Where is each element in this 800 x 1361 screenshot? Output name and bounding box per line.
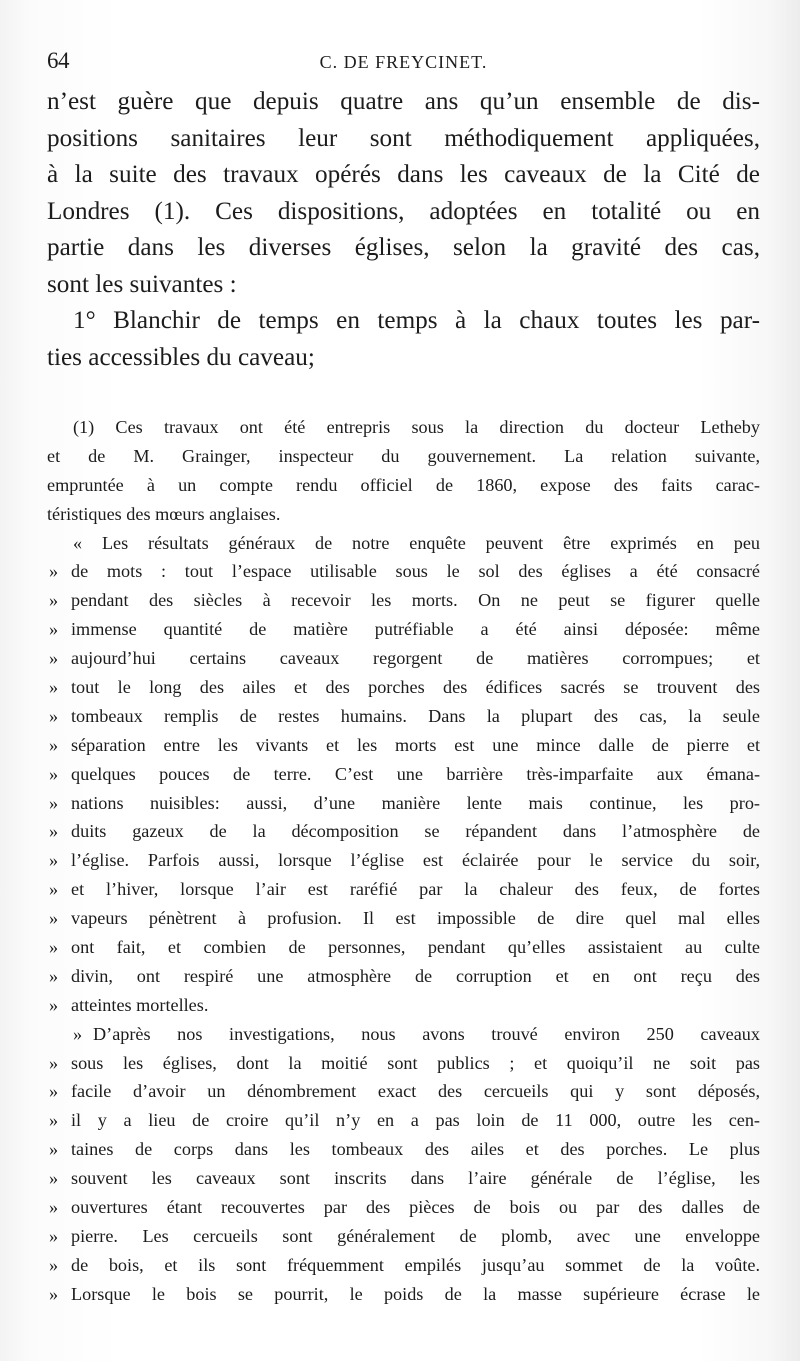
- quote-mark: »: [49, 1139, 59, 1160]
- quote-mark: »: [49, 648, 59, 669]
- quote-mark: »: [49, 677, 59, 698]
- quote-line: » tout le long des ailes et des porches des édifices sacrés se trouvent des: [47, 673, 760, 702]
- quote-mark: »: [49, 561, 59, 582]
- page-number: 64: [47, 48, 69, 73]
- quote-mark: »: [49, 1168, 59, 1189]
- quote-line: » duits gazeux de la décomposition se répandent dans l’atmosphère de: [47, 817, 760, 846]
- quote-line: » il y a lieu de croire qu’il n’y en a pas loin de 11 000, outre les cen-: [47, 1106, 760, 1135]
- quote-line: » et l’hiver, lorsque l’air est raréfié par la chaleur des feux, de fortes: [47, 875, 760, 904]
- quote-line: » nations nuisibles: aussi, d’une manière lente mais continue, les pro-: [47, 789, 760, 818]
- quote-line: » pendant des siècles à recevoir les morts. On ne peut se figurer quelle: [47, 586, 760, 615]
- footnote-line: (1) Ces travaux ont été entrepris sous la direction du docteur Letheby: [73, 417, 760, 437]
- quote-line: » séparation entre les vivants et les morts est une mince dalle de pierre et: [47, 731, 760, 760]
- quote-line: » l’église. Parfois aussi, lorsque l’église est éclairée pour le service du soir,: [47, 846, 760, 875]
- quote-line: » divin, ont respiré une atmosphère de corruption et en ont reçu des: [47, 962, 760, 991]
- footnote-line: et de M. Grainger, inspecteur du gouvernement. La relation suivante,: [47, 445, 760, 466]
- quote-line: » vapeurs pénètrent à profusion. Il est impossible de dire quel mal elles: [47, 904, 760, 933]
- body-line: Londres (1). Ces dispositions, adoptées en totalité ou en: [47, 197, 760, 225]
- quote-mark: »: [49, 850, 59, 871]
- quote-mark: »: [49, 937, 59, 958]
- quote-line: » aujourd’hui certains caveaux regorgent de matières corrompues; et: [47, 644, 760, 673]
- footnote-line: téristiques des mœurs anglaises.: [47, 503, 281, 524]
- quote-line: » taines de corps dans les tombeaux des ailes et des porches. Le plus: [47, 1135, 760, 1164]
- quote-line: » atteintes mortelles.: [47, 991, 760, 1020]
- quote-mark: »: [49, 763, 59, 784]
- body-line: partie dans les diverses églises, selon la gravité des cas,: [47, 234, 760, 261]
- quote-line: » ouvertures étant recouvertes par des pièces de bois ou par des dalles de: [47, 1193, 760, 1222]
- quote-line: » souvent les caveaux sont inscrits dans l’aire générale de l’église, les: [47, 1164, 760, 1193]
- quote-mark: »: [49, 705, 59, 726]
- main-text-block: [47, 84, 760, 376]
- quote-line: » tombeaux remplis de restes humains. Dans la plupart des cas, la seule: [47, 702, 760, 731]
- page-header: [47, 46, 760, 76]
- quote-line: » de mots : tout l’espace utilisable sous le sol des églises a été consacré: [47, 557, 760, 586]
- quote-mark: »: [49, 619, 59, 640]
- body-line: à la suite des travaux opérés dans les caveaux de la Cité de: [47, 161, 760, 188]
- body-line: ties accessibles du caveau;: [47, 343, 315, 371]
- quote-first-line: « Les résultats généraux de notre enquête peuvent être exprimés en peu: [73, 532, 760, 553]
- quote-mark: »: [49, 1254, 59, 1275]
- quote-line: » Lorsque le bois se pourrit, le poids de la masse supérieure écrase le: [47, 1280, 760, 1309]
- quote-mark: »: [49, 792, 59, 813]
- quote-line: » facile d’avoir un dénombrement exact des cercueils qui y sont déposés,: [47, 1077, 760, 1106]
- quote-mark: »: [73, 1023, 83, 1044]
- quote-mark: »: [49, 965, 59, 986]
- quote-mark: »: [49, 1081, 59, 1102]
- running-head: C. DE FREYCINET.: [319, 52, 488, 72]
- quote-line: » quelques pouces de terre. C’est une barrière très-imparfaite aux émana-: [47, 760, 760, 789]
- quote-line: » pierre. Les cercueils sont généralement de plomb, avec une enveloppe: [47, 1222, 760, 1251]
- quote-mark: »: [49, 994, 59, 1015]
- footnote-line: empruntée à un compte rendu officiel de 1860, expose des faits carac-: [47, 474, 760, 495]
- quote-mark: »: [49, 1197, 59, 1218]
- quote-mark: »: [49, 821, 59, 842]
- quote-mark: »: [49, 1283, 59, 1304]
- body-line: n’est guère que depuis quatre ans qu’un ensemble de dis-: [47, 88, 760, 115]
- quote-mark: »: [49, 1225, 59, 1246]
- body-line: positions sanitaires leur sont méthodiquement appliquées,: [47, 124, 760, 152]
- quote-line: » immense quantité de matière putréfiable a été ainsi déposée: même: [47, 615, 760, 644]
- quote-line: » sous les églises, dont la moitié sont publics ; et quoiqu’il ne soit pas: [47, 1049, 760, 1078]
- quote-mark: »: [49, 734, 59, 755]
- quote-mark: »: [49, 1052, 59, 1073]
- quote-mark: »: [49, 590, 59, 611]
- quote-line: » ont fait, et combien de personnes, pendant qu’elles assistaient au culte: [47, 933, 760, 962]
- quote-mark: »: [49, 1110, 59, 1131]
- body-line: 1° Blanchir de temps en temps à la chaux toutes les par-: [73, 307, 760, 334]
- quote-mark: »: [49, 879, 59, 900]
- quote-line: » de bois, et ils sont fréquemment empilés jusqu’au sommet de la voûte.: [47, 1251, 760, 1280]
- quote-line: » D’après nos investigations, nous avons trouvé environ 250 caveaux: [47, 1020, 760, 1049]
- body-line: sont les suivantes :: [47, 270, 237, 298]
- quote-mark: »: [49, 908, 59, 929]
- footnote: [47, 413, 760, 1309]
